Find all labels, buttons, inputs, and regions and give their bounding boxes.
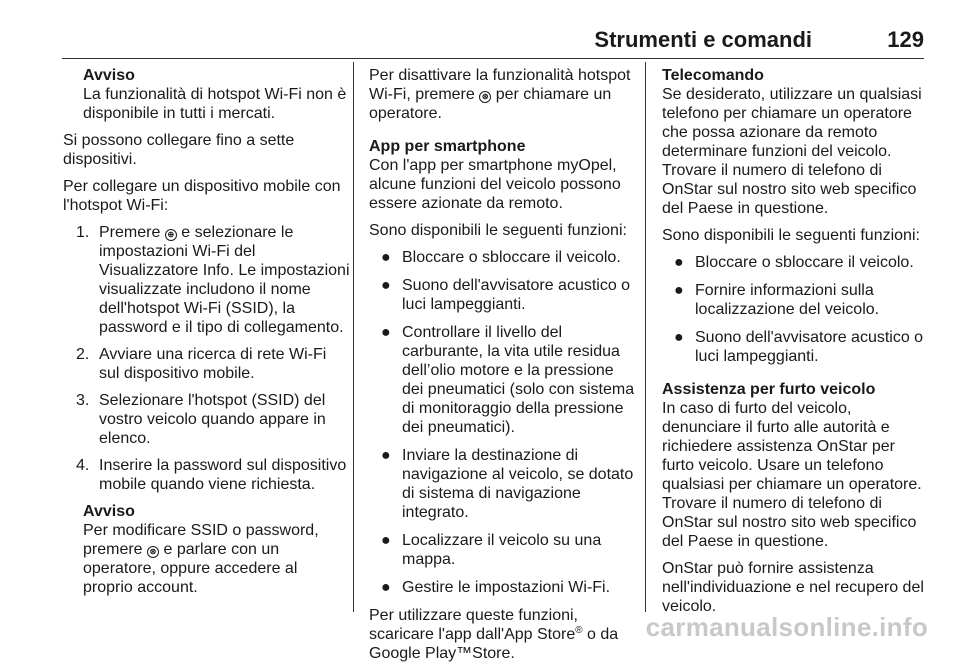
page-header	[62, 26, 924, 54]
app-heading: App per smartphone	[369, 138, 526, 155]
app-text: Con l'app per smartphone myOpel, alcune funzioni del veicolo possono essere azionate da remoto.	[369, 157, 621, 212]
bullet-icon: ●	[674, 329, 684, 346]
notice-2-text-post: e parlare con un operatore, oppure accedere al proprio account.	[83, 541, 298, 596]
available-functions: Sono disponibili le seguenti funzioni:	[369, 222, 627, 239]
column-divider-1	[353, 62, 354, 612]
intro-post: per chiamare un operatore.	[369, 86, 612, 122]
app-functions-list	[367, 248, 637, 597]
remote-heading: Telecomando	[662, 67, 764, 84]
registered-mark: ®	[575, 625, 583, 636]
step-text: Selezionare l'hotspot (SSID) del vostro veicolo quando appare in elenco.	[99, 392, 326, 447]
list-item-text: Suono dell'avvisatore acustico o luci lampeggianti.	[695, 329, 924, 365]
step-number: 3.	[76, 392, 90, 409]
step-text: Inserire la password sul dispositivo mobile quando viene richiesta.	[99, 457, 347, 493]
onstar-button-icon: ⊛	[479, 91, 491, 103]
notice-1	[75, 66, 351, 123]
bullet-icon: ●	[674, 282, 684, 299]
list-item	[380, 531, 637, 569]
step-item	[76, 391, 351, 448]
wifi-button-icon: ⊕	[165, 229, 177, 241]
list-item-text: Suono dell'avvisatore acustico o luci lampeggianti.	[402, 277, 631, 313]
steps-list	[63, 223, 351, 494]
onstar-button-icon: ⊛	[147, 546, 159, 558]
step-number: 2.	[76, 346, 90, 363]
step-item	[76, 223, 351, 337]
list-item	[380, 578, 637, 597]
step-text: Avviare una ricerca di rete Wi-Fi sul dispositivo mobile.	[99, 346, 327, 382]
bullet-icon: ●	[381, 579, 391, 596]
list-item-text: Gestire le impostazioni Wi-Fi.	[402, 579, 611, 596]
bullet-icon: ●	[381, 324, 391, 341]
list-item	[673, 253, 930, 272]
list-item-text: Localizzare il veicolo su una mappa.	[402, 532, 602, 568]
step-number: 1.	[76, 224, 90, 241]
theft-heading: Assistenza per furto veicolo	[662, 381, 876, 398]
list-item	[380, 446, 637, 522]
column-divider-2	[645, 62, 646, 612]
watermark: carmanualsonline.info	[645, 612, 928, 642]
step-text: e selezionare le impostazioni Wi-Fi del Visualizzatore Info. Le impostazioni visualizzate includono il nome dell'hotspot Wi-Fi (SSID), la password e il tipo di collegamento.	[99, 224, 350, 336]
remote-functions-list	[660, 253, 930, 366]
list-item-text: Controllare il livello del carburante, la vita utile residua dell’olio motore e la pressione dei pneumatici (solo con sistema di monitoraggio della pressione dei pneumatici).	[402, 324, 635, 436]
step-number: 4.	[76, 457, 90, 474]
list-item-text: Inviare la destinazione di navigazione al veicolo, se dotato di sistema di navigazione integrato.	[402, 447, 634, 521]
notice-2	[75, 502, 351, 597]
paragraph-connect: Per collegare un dispositivo mobile con l'hotspot Wi-Fi:	[63, 178, 341, 214]
bullet-icon: ●	[381, 249, 391, 266]
list-item-text: Fornire informazioni sulla localizzazione del veicolo.	[695, 282, 880, 318]
list-item	[380, 276, 637, 314]
paragraph-devices: Si possono collegare fino a sette dispositivi.	[63, 132, 295, 168]
notice-1-title: Avviso	[83, 67, 135, 84]
download-text-post: o da Google Play™Store.	[369, 626, 619, 662]
notice-2-text-pre: Per modificare SSID o password, premere	[83, 522, 319, 558]
intro-pre: Per disattivare la funzionalità hotspot Wi-Fi, premere	[369, 67, 631, 103]
available-functions: Sono disponibili le seguenti funzioni:	[662, 227, 920, 244]
column-2	[369, 66, 637, 671]
step-text: Premere	[99, 224, 161, 241]
notice-1-text: La funzionalità di hotspot Wi-Fi non è disponibile in tutti i mercati.	[83, 86, 347, 122]
theft-text: In caso di furto del veicolo, denunciare il furto alle autorità e richiedere assistenza OnStar per furto veicolo. Usare un telefono qualsiasi per chiamare un operatore. Trovare il numero di telefono di OnStar sul nostro sito web specifico del Paese in questione.	[662, 400, 922, 550]
list-item-text: Bloccare o sbloccare il veicolo.	[695, 254, 914, 271]
bullet-icon: ●	[381, 532, 391, 549]
column-1	[63, 66, 351, 605]
paragraph-disable-hotspot	[369, 66, 637, 123]
column-3	[662, 66, 930, 624]
theft-text-2: OnStar può fornire assistenza nell'individuazione e nel recupero del veicolo.	[662, 560, 924, 615]
bullet-icon: ●	[381, 277, 391, 294]
list-item	[673, 328, 930, 366]
header-rule	[62, 58, 924, 59]
list-item	[380, 323, 637, 437]
notice-2-text	[83, 521, 351, 597]
list-item	[673, 281, 930, 319]
list-item	[380, 248, 637, 267]
bullet-icon: ●	[381, 447, 391, 464]
list-item-text: Bloccare o sbloccare il veicolo.	[402, 249, 621, 266]
section-title: Strumenti e comandi	[594, 27, 812, 52]
step-item	[76, 345, 351, 383]
notice-2-title: Avviso	[83, 503, 135, 520]
page-number: 129	[887, 27, 924, 52]
download-text-pre: Per utilizzare queste funzioni, scaricare l'app dall'App Store	[369, 607, 578, 643]
bullet-icon: ●	[674, 254, 684, 271]
step-item	[76, 456, 351, 494]
remote-text: Se desiderato, utilizzare un qualsiasi telefono per chiamare un operatore che possa azionare da remoto determinare funzioni del veicolo. Trovare il numero di telefono di OnStar sul nostro sito web specifico del Paese in questione.	[662, 86, 922, 217]
download-instructions	[369, 606, 637, 663]
